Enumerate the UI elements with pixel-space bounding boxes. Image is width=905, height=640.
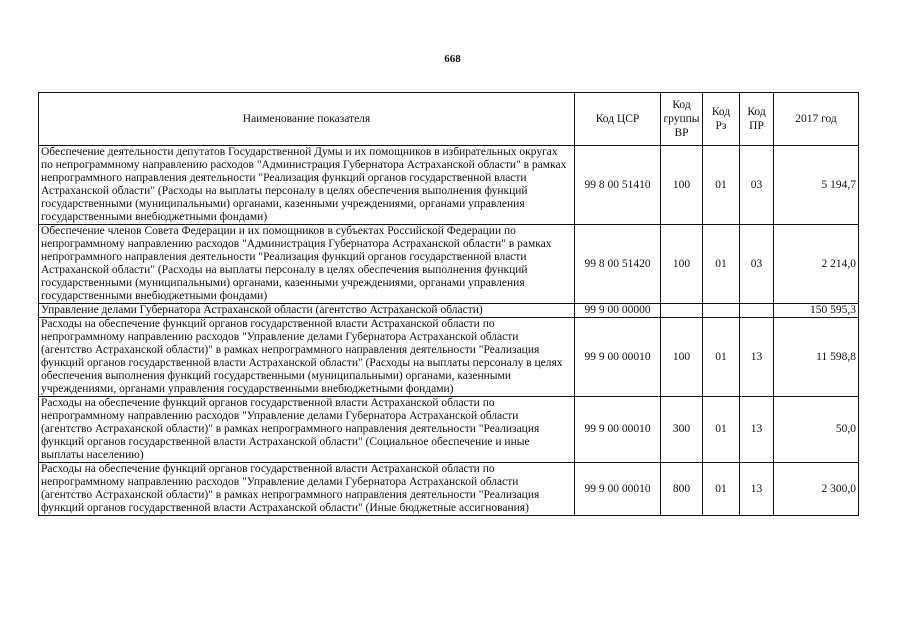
row-value: 2 214,0 xyxy=(774,225,859,304)
row-csr: 99 9 00 00010 xyxy=(575,318,661,397)
row-name: Расходы на обеспечение функций органов государственной власти Астраханской области по непрограммному направлению расходов "Управление делами Губернатора Астраханской области (агентство Астраханской области)" в рамках непрограммного направления деятельности "Реализация функций органов государственной власти Астраханской области" (Социальное обеспечение и иные выплаты населению) xyxy=(39,397,575,463)
row-value: 50,0 xyxy=(774,397,859,463)
row-vr xyxy=(661,304,703,318)
row-name: Расходы на обеспечение функций органов государственной власти Астраханской области по непрограммному направлению расходов "Управление делами Губернатора Астраханской области (агентство Астраханской области)" в рамках непрограммного направления деятельности "Реализация функций органов государственной власти Астраханской области" (Расходы на выплаты персоналу в целях обеспечения выполнения функций государственными (муниципальными) органами, казенными учреждениями, органами управления государственными внебюджетными фондами) xyxy=(39,318,575,397)
table-row xyxy=(39,463,859,516)
header-year: 2017 год xyxy=(774,93,859,146)
row-vr: 100 xyxy=(661,318,703,397)
header-rz: Код Рз xyxy=(703,93,740,146)
row-rz: 01 xyxy=(703,225,740,304)
row-csr: 99 9 00 00000 xyxy=(575,304,661,318)
row-csr: 99 8 00 51410 xyxy=(575,146,661,225)
page-number: 668 xyxy=(444,53,461,65)
row-value: 150 595,3 xyxy=(774,304,859,318)
table-row xyxy=(39,225,859,304)
table-row xyxy=(39,318,859,397)
table-header-row xyxy=(39,93,859,146)
row-vr: 300 xyxy=(661,397,703,463)
row-vr: 100 xyxy=(661,146,703,225)
row-vr: 800 xyxy=(661,463,703,516)
row-pr: 13 xyxy=(740,397,774,463)
row-pr: 03 xyxy=(740,225,774,304)
row-name: Обеспечение членов Совета Федерации и их помощников в субъектах Российской Федерации по непрограммному направлению расходов "Администрация Губернатора Астраханской области" в рамках непрограммного направления деятельности "Реализация функций органов государственной власти Астраханской области" (Расходы на выплаты персоналу в целях обеспечения выполнения функций государственными (муниципальными) органами, казенными учреждениями, органами управления государственными внебюджетными фондами) xyxy=(39,225,575,304)
row-vr: 100 xyxy=(661,225,703,304)
header-name: Наименование показателя xyxy=(39,93,575,146)
header-csr: Код ЦСР xyxy=(575,93,661,146)
row-pr: 13 xyxy=(740,318,774,397)
row-rz: 01 xyxy=(703,318,740,397)
header-vr: Код группы ВР xyxy=(661,93,703,146)
row-csr: 99 8 00 51420 xyxy=(575,225,661,304)
row-rz: 01 xyxy=(703,463,740,516)
row-rz: 01 xyxy=(703,397,740,463)
row-pr: 03 xyxy=(740,146,774,225)
row-csr: 99 9 00 00010 xyxy=(575,463,661,516)
row-value: 11 598,8 xyxy=(774,318,859,397)
row-csr: 99 9 00 00010 xyxy=(575,397,661,463)
row-rz xyxy=(703,304,740,318)
budget-table xyxy=(38,92,859,516)
row-name: Обеспечение деятельности депутатов Государственной Думы и их помощников в избирательных округах по непрограммному направлению расходов "Администрация Губернатора Астраханской области" в рамках непрограммного направления деятельности "Реализация функций органов государственной власти Астраханской области" (Расходы на выплаты персоналу в целях обеспечения выполнения функций государственными (муниципальными) органами, казенными учреждениями, органами управления государственными внебюджетными фондами) xyxy=(39,146,575,225)
row-pr: 13 xyxy=(740,463,774,516)
row-rz: 01 xyxy=(703,146,740,225)
table-row xyxy=(39,397,859,463)
row-name: Расходы на обеспечение функций органов государственной власти Астраханской области по непрограммному направлению расходов "Управление делами Губернатора Астраханской области (агентство Астраханской области)" в рамках непрограммного направления деятельности "Реализация функций органов государственной власти Астраханской области" (Иные бюджетные ассигнования) xyxy=(39,463,575,516)
row-name: Управление делами Губернатора Астраханской области (агентство Астраханской области) xyxy=(39,304,575,318)
row-pr xyxy=(740,304,774,318)
header-pr: Код ПР xyxy=(740,93,774,146)
table-row xyxy=(39,146,859,225)
row-value: 2 300,0 xyxy=(774,463,859,516)
row-value: 5 194,7 xyxy=(774,146,859,225)
table-row xyxy=(39,304,859,318)
